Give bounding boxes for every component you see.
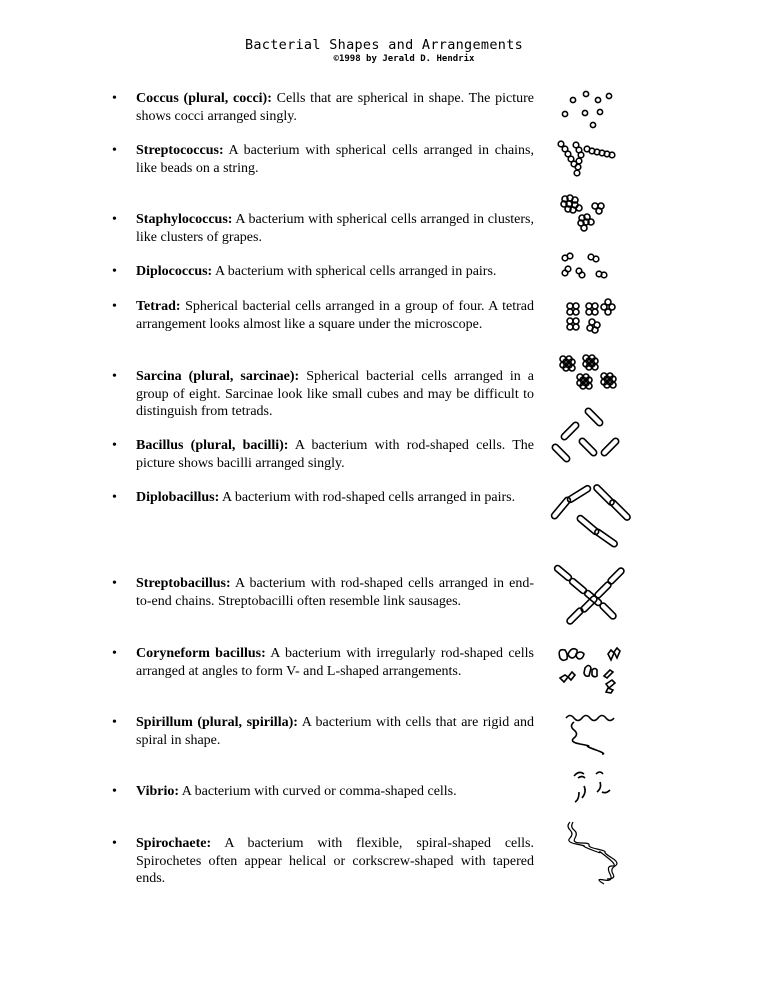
description: A bacterium with rod-shaped cells arranged in end-to-end chains. Streptobacilli often resemble link sausages.	[136, 576, 534, 609]
bullet: •	[112, 299, 117, 314]
list-item	[112, 783, 534, 801]
list-item	[112, 211, 534, 246]
term: Vibrio:	[136, 784, 180, 799]
term: Coryneform bacillus:	[136, 646, 266, 661]
bullet: •	[112, 143, 117, 158]
bullet: •	[112, 784, 117, 799]
spirochaete-icon	[548, 816, 628, 888]
tetrad-icon	[548, 296, 628, 336]
term: Spirillum (plural, spirilla):	[136, 715, 298, 730]
coccus-icon	[548, 86, 628, 131]
list-item	[112, 142, 534, 177]
description: A bacterium with curved or comma-shaped cells.	[181, 784, 457, 799]
description: A bacterium with irregularly rod-shaped cells arranged at angles to form V- and L-shaped arrangements.	[136, 646, 534, 679]
description: Spherical bacterial cells arranged in a group of four. A tetrad arrangement looks almost like a square under the microscope.	[136, 299, 534, 332]
bacillus-icon	[548, 406, 628, 466]
description: A bacterium with spherical cells arranged in chains, like beads on a string.	[136, 143, 534, 176]
list-item	[112, 835, 534, 888]
term: Sarcina (plural, sarcinae):	[136, 369, 300, 384]
term: Coccus (plural, cocci):	[136, 91, 272, 106]
term: Diplococcus:	[136, 264, 213, 279]
coryneform-icon	[548, 640, 628, 696]
description: A bacterium with flexible, spiral-shaped cells. Spirochetes often appear helical or corkscrew-shaped with tapered ends.	[136, 836, 534, 886]
term: Streptococcus:	[136, 143, 224, 158]
list-item	[112, 437, 534, 472]
description: Spherical bacterial cells arranged in a group of eight. Sarcinae look like small cubes and may be difficult to distinguish from tetrads.	[136, 369, 535, 419]
copyright-line: ©1998 by Jerald D. Hendrix	[333, 54, 475, 64]
diplococcus-icon	[548, 248, 628, 282]
list-item	[112, 298, 534, 333]
bullet: •	[112, 836, 117, 851]
list-item	[112, 263, 534, 281]
bullet: •	[112, 91, 117, 106]
term: Spirochaete:	[136, 836, 212, 851]
vibrio-icon	[548, 764, 628, 808]
list-item	[112, 575, 534, 610]
list-item	[112, 645, 534, 680]
streptobacillus-icon	[548, 560, 628, 626]
diplobacillus-icon	[548, 480, 628, 550]
bullet: •	[112, 646, 117, 661]
term: Bacillus (plural, bacilli):	[136, 438, 289, 453]
spirillum-icon	[548, 708, 628, 752]
bullet: •	[112, 576, 117, 591]
description: A bacterium with spherical cells arranged in clusters, like clusters of grapes.	[136, 212, 534, 245]
bullet: •	[112, 438, 117, 453]
term: Streptobacillus:	[136, 576, 231, 591]
document-header	[0, 37, 768, 65]
term: Tetrad:	[136, 299, 181, 314]
description: A bacterium with rod-shaped cells arranged in pairs.	[221, 490, 516, 505]
list-item	[112, 90, 534, 125]
streptococcus-icon	[548, 136, 628, 180]
term: Diplobacillus:	[136, 490, 220, 505]
description: A bacterium with rod-shaped cells. The picture shows bacilli arranged singly.	[136, 438, 534, 471]
staphylococcus-icon	[548, 192, 628, 236]
page-title: Bacterial Shapes and Arrangements	[244, 37, 524, 53]
list-item	[112, 368, 534, 421]
sarcina-icon	[548, 352, 628, 392]
list-item	[112, 489, 534, 507]
description: A bacterium with cells that are rigid and spiral in shape.	[136, 715, 534, 748]
description: Cells that are spherical in shape. The picture shows cocci arranged singly.	[136, 91, 534, 124]
term: Staphylococcus:	[136, 212, 233, 227]
bullet: •	[112, 212, 117, 227]
bullet: •	[112, 715, 117, 730]
description: A bacterium with spherical cells arranged in pairs.	[214, 264, 497, 279]
bullet: •	[112, 490, 117, 505]
list-item	[112, 714, 534, 749]
bullet: •	[112, 264, 117, 279]
bullet: •	[112, 369, 117, 384]
